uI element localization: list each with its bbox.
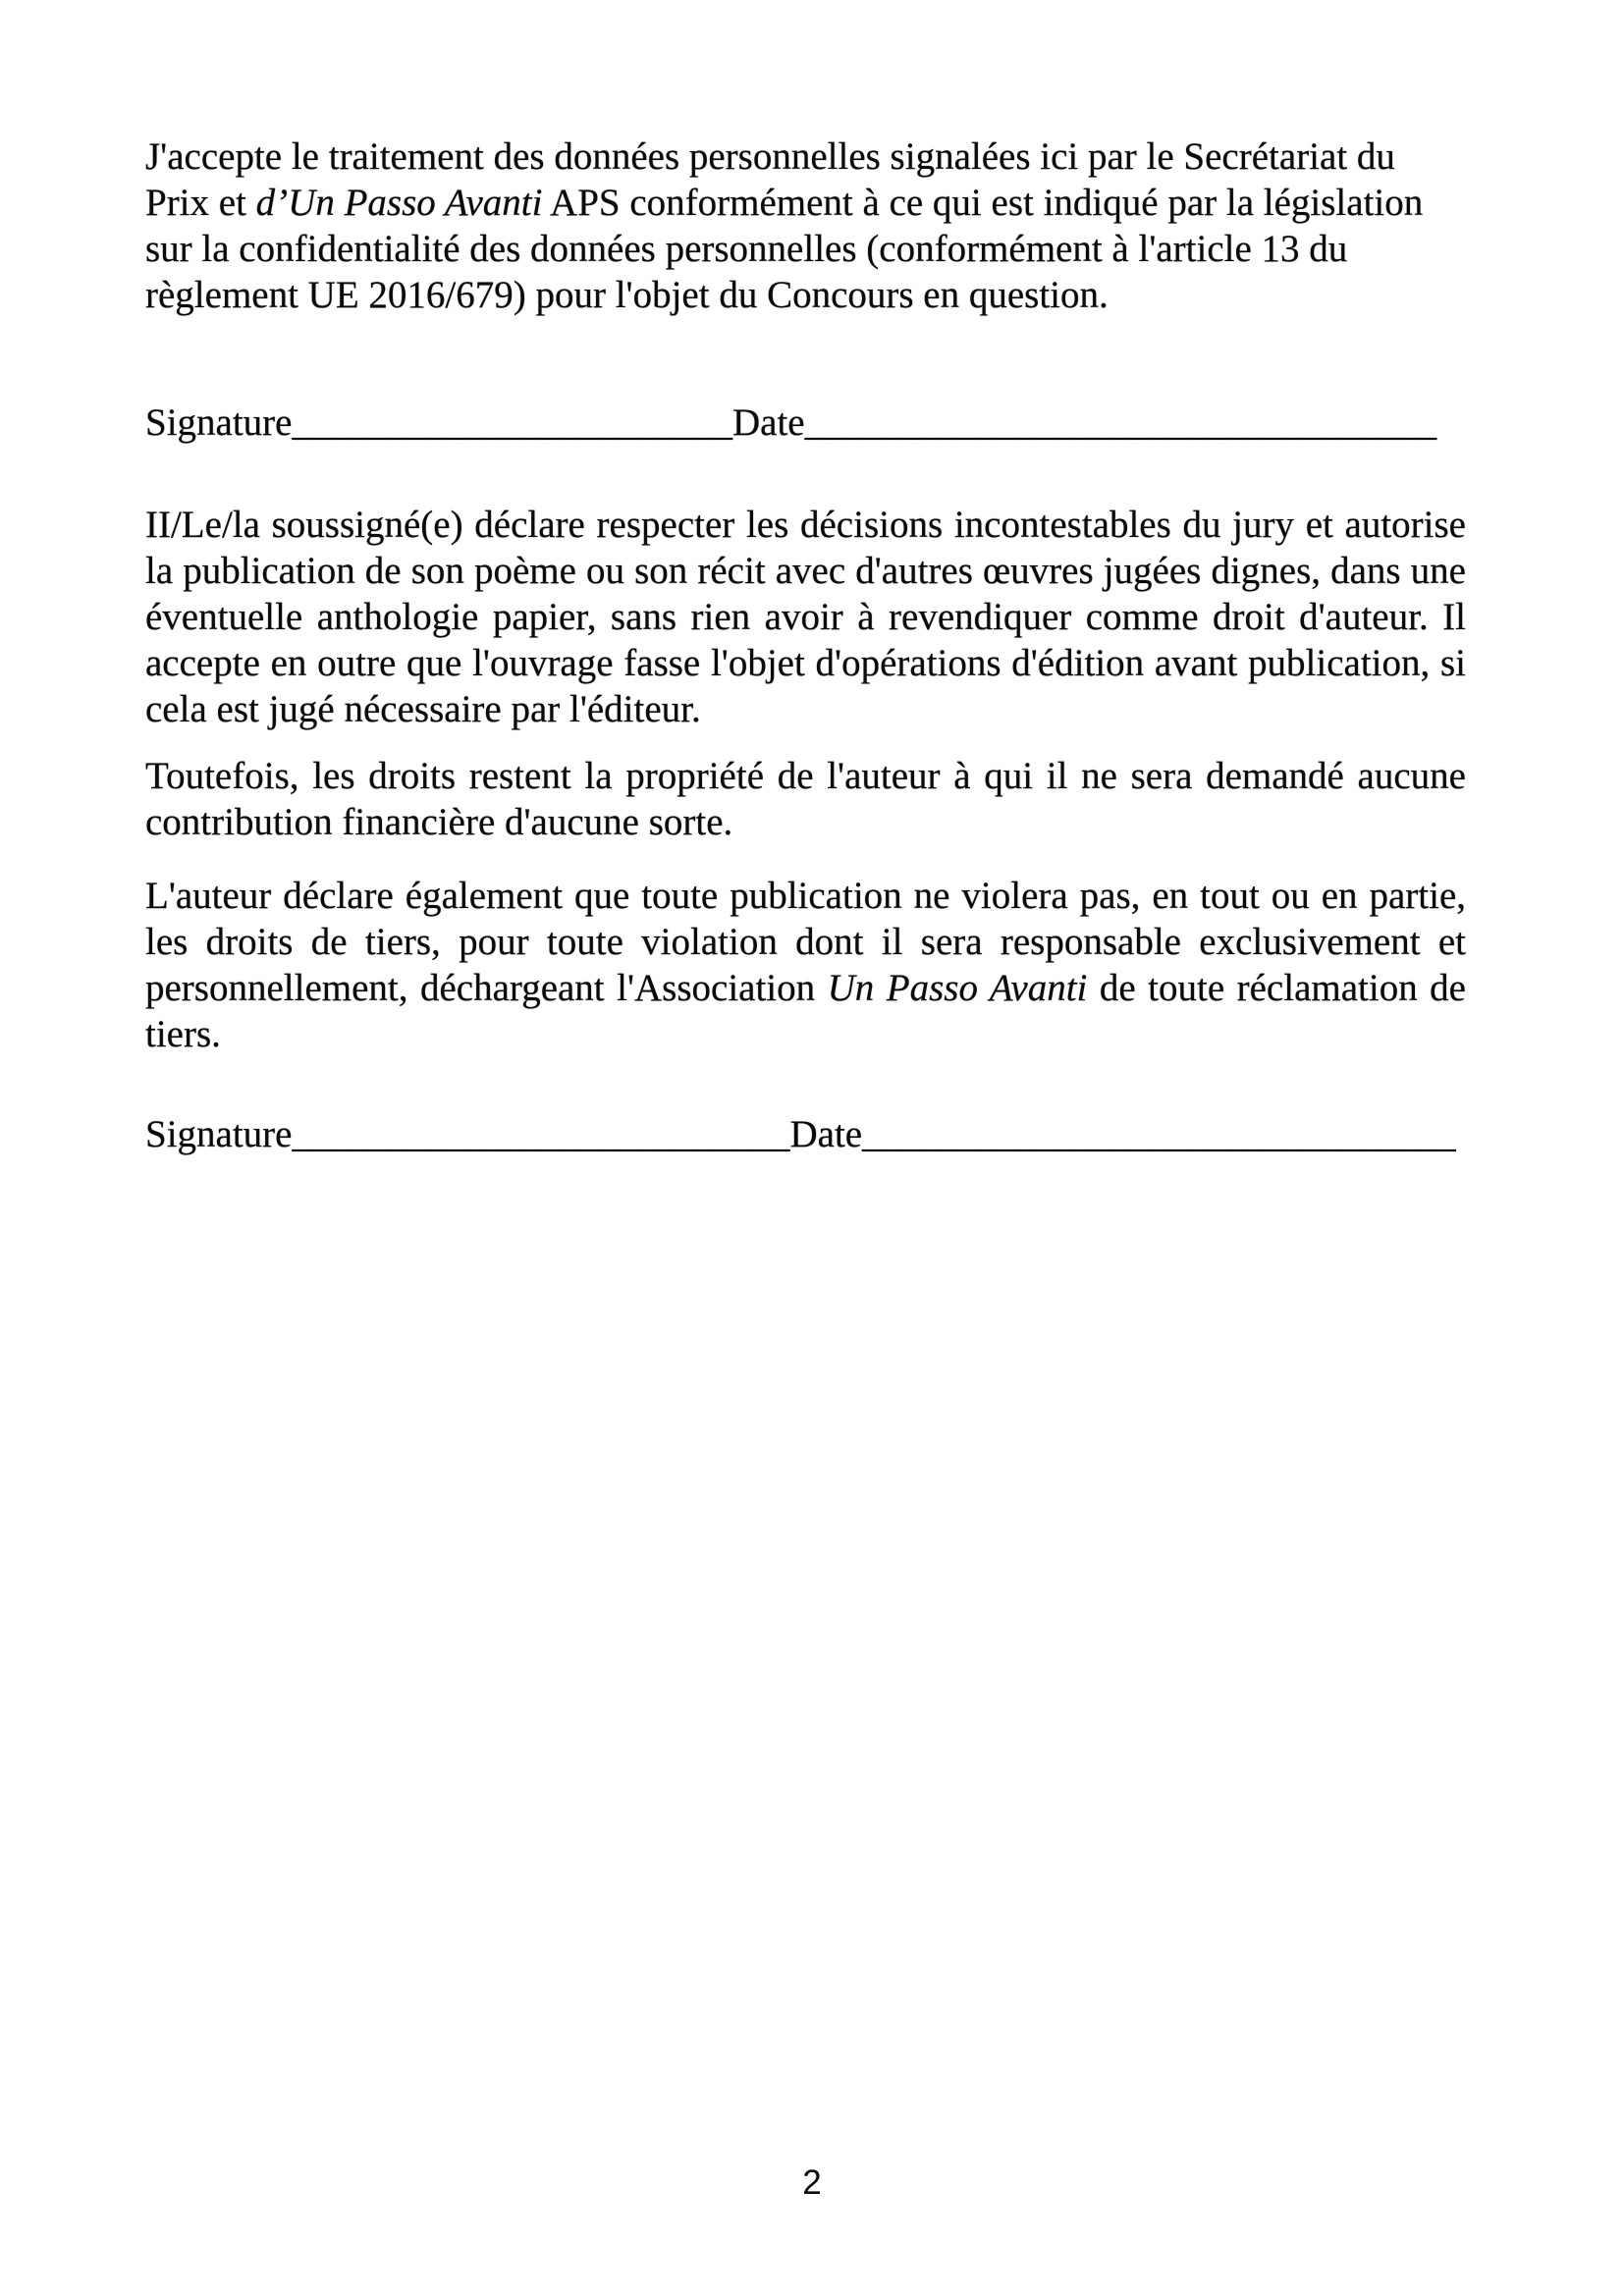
text-segment: II/Le/la soussigné(e) déclare respecter les décisions incontestables du jury et autorise bbox=[145, 504, 1466, 546]
text-segment: les droits de tiers, pour toute violation dont il sera responsable exclusivement et bbox=[145, 921, 1466, 963]
text-segment: contribution financière d'aucune sorte. bbox=[145, 801, 733, 843]
text-segment: personnellement, déchargeant l'Association bbox=[145, 967, 828, 1009]
text-segment: cela est jugé nécessaire par l'éditeur. bbox=[145, 688, 701, 730]
text-line bbox=[145, 272, 1466, 318]
page-content bbox=[145, 133, 1466, 1157]
text-line bbox=[145, 502, 1466, 548]
text-line bbox=[145, 919, 1466, 965]
text-line bbox=[145, 594, 1466, 640]
text-segment: éventuelle anthologie papier, sans rien avoir à revendiquer comme droit d'auteur. Il bbox=[145, 596, 1466, 638]
paragraph-third-party-liability bbox=[145, 873, 1466, 1057]
text-line bbox=[145, 873, 1466, 919]
text-line bbox=[145, 799, 1466, 845]
text-segment: J'accepte le traitement des données personnelles signalées ici par le Secrétariat du bbox=[145, 135, 1395, 178]
text-line bbox=[145, 753, 1466, 799]
text-segment: de toute réclamation de bbox=[1087, 967, 1466, 1009]
italic-association-name: Un Passo Avanti bbox=[827, 967, 1088, 1009]
text-segment: la publication de son poème ou son récit avec d'autres œuvres jugées dignes, dans une bbox=[145, 550, 1466, 592]
text-segment: L'auteur déclare également que toute publication ne violera pas, en tout ou en partie, bbox=[145, 875, 1466, 917]
date-label: Date bbox=[789, 1113, 863, 1155]
text-line bbox=[145, 1011, 1466, 1057]
date-blank-line: _______________________________ bbox=[862, 1113, 1456, 1155]
paragraph-jury-decisions bbox=[145, 502, 1466, 732]
paragraph-author-rights bbox=[145, 753, 1466, 845]
text-line bbox=[145, 133, 1466, 180]
page-number: 2 bbox=[802, 2163, 822, 2202]
text-line bbox=[145, 686, 1466, 732]
text-segment: règlement UE 2016/679) pour l'objet du Concours en question. bbox=[145, 274, 1109, 316]
date-label: Date bbox=[731, 401, 805, 444]
text-line bbox=[145, 180, 1466, 226]
text-line bbox=[145, 548, 1466, 594]
date-blank-line: _________________________________ bbox=[804, 401, 1437, 444]
signature-blank-line: __________________________ bbox=[292, 1113, 790, 1155]
signature-row-1 bbox=[145, 400, 1466, 446]
text-segment: accepte en outre que l'ouvrage fasse l'objet d'opérations d'édition avant publication, si bbox=[145, 642, 1466, 684]
signature-label: Signature bbox=[145, 401, 293, 444]
text-line bbox=[145, 226, 1466, 272]
signature-row-2 bbox=[145, 1111, 1466, 1157]
signature-label: Signature bbox=[145, 1113, 293, 1155]
text-segment: Toutefois, les droits restent la propriété de l'auteur à qui il ne sera demandé aucune bbox=[145, 755, 1466, 797]
text-segment: sur la confidentialité des données personnelles (conformément à l'article 13 du bbox=[145, 228, 1348, 270]
italic-association-name: d’Un Passo Avanti bbox=[255, 182, 543, 224]
text-segment: tiers. bbox=[145, 1013, 221, 1055]
text-line bbox=[145, 640, 1466, 686]
paragraph-data-consent bbox=[145, 133, 1466, 318]
text-segment: Prix et bbox=[145, 182, 256, 224]
text-segment: APS conformément à ce qui est indiqué par la législation bbox=[542, 182, 1424, 224]
text-line bbox=[145, 965, 1466, 1011]
signature-blank-line: _______________________ bbox=[292, 401, 732, 444]
